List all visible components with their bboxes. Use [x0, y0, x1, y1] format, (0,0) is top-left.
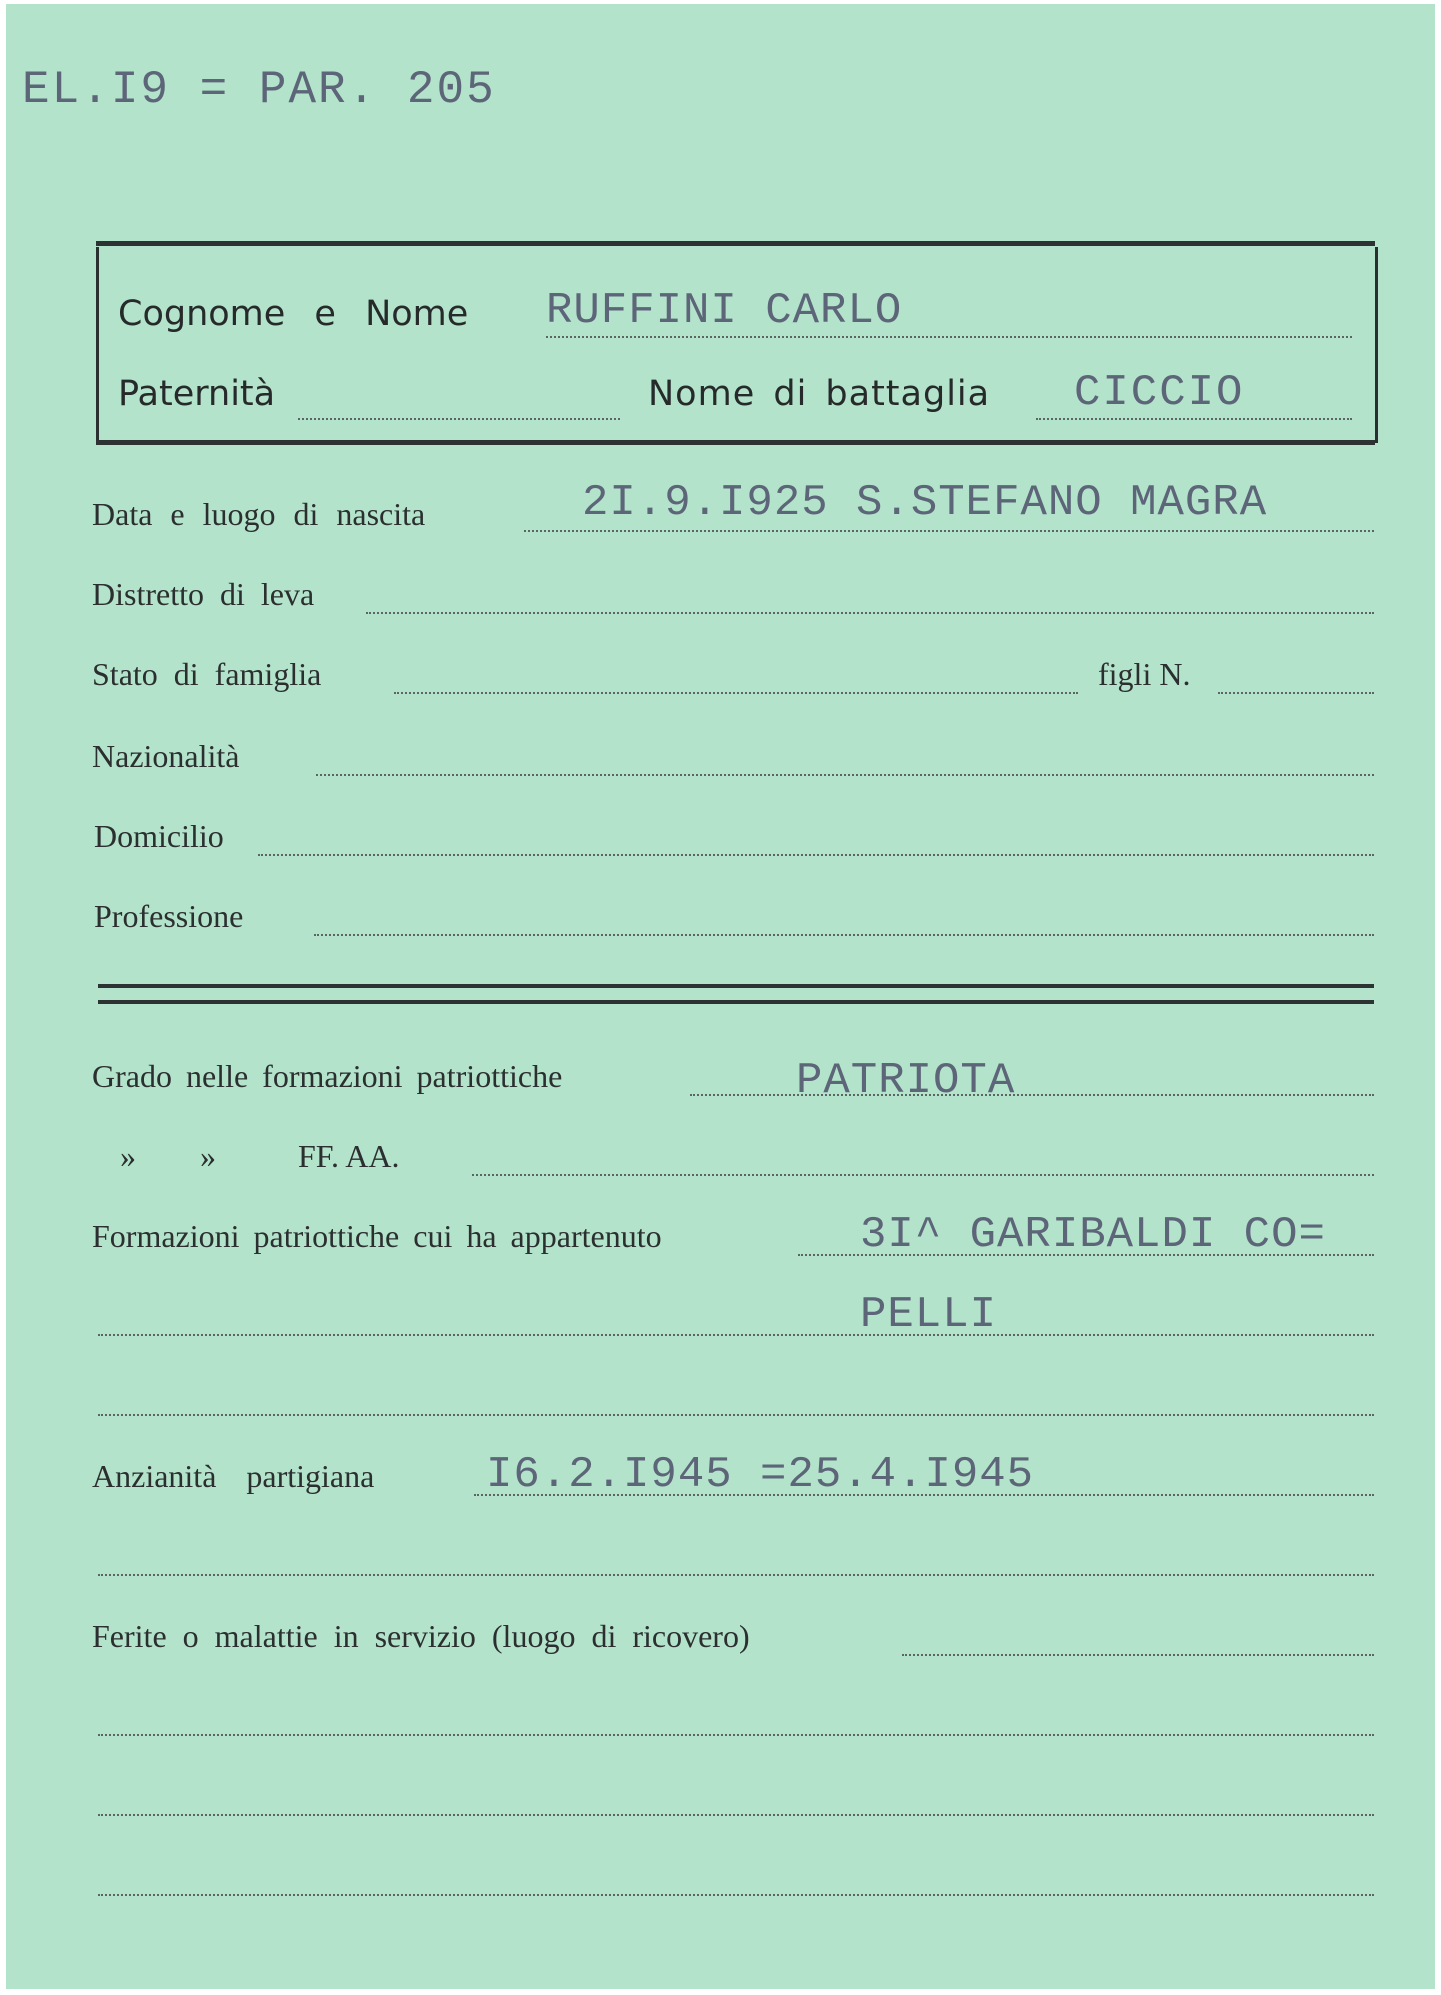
paternity-line [298, 418, 620, 420]
rank-line [690, 1094, 1374, 1096]
paternity-label: Paternità [118, 374, 276, 414]
district-label: Distretto di leva [92, 576, 315, 612]
wounds-line1 [902, 1654, 1374, 1656]
wounds-label: Ferite o malattie in servizio (luogo di ricovero) [92, 1618, 750, 1654]
battle-name-value: CICCIO [1074, 368, 1245, 418]
wounds-line4 [98, 1894, 1374, 1896]
seniority-line2 [98, 1574, 1374, 1576]
ffaa-label: FF. AA. [298, 1138, 400, 1174]
box-top-rule [96, 241, 1375, 246]
reference-number: EL.I9 = PAR. 205 [22, 64, 496, 116]
battle-name-label: Nome di battaglia [648, 374, 991, 414]
surname-name-label: Cognome e Nome [118, 294, 469, 334]
rank-label: Grado nelle formazioni patriottiche [92, 1058, 563, 1094]
district-line [366, 612, 1374, 614]
rank-value: PATRIOTA [796, 1056, 1016, 1106]
seniority-line [474, 1494, 1374, 1496]
formations-line2 [98, 1334, 1374, 1336]
domicile-line [258, 854, 1374, 856]
children-line [1218, 692, 1374, 694]
section-separator-bottom [98, 1000, 1374, 1004]
section-separator-top [98, 984, 1374, 988]
children-label: figli N. [1098, 656, 1191, 692]
seniority-label: Anzianità partigiana [92, 1458, 375, 1494]
formations-label: Formazioni patriottiche cui ha appartenuto [92, 1218, 662, 1254]
formations-line1 [798, 1254, 1374, 1256]
birth-value: 2I.9.I925 S.STEFANO MAGRA [582, 478, 1268, 528]
family-label: Stato di famiglia [92, 656, 322, 692]
formations-line3 [98, 1414, 1374, 1416]
surname-name-value: RUFFINI CARLO [546, 286, 903, 336]
wounds-line2 [98, 1734, 1374, 1736]
nationality-line [316, 774, 1374, 776]
birth-line [524, 530, 1374, 532]
wounds-line3 [98, 1814, 1374, 1816]
domicile-label: Domicilio [94, 818, 224, 854]
partisan-record-card [6, 4, 1435, 1989]
birth-label: Data e luogo di nascita [92, 496, 426, 532]
seniority-value: I6.2.I945 =25.4.I945 [486, 1450, 1035, 1500]
formations-value-line1: 3I^ GARIBALDI CO= [860, 1210, 1326, 1260]
surname-name-line [546, 336, 1352, 338]
ffaa-ditto-marks: » » [120, 1138, 216, 1174]
profession-label: Professione [94, 898, 244, 934]
family-line [394, 692, 1078, 694]
ffaa-line [472, 1174, 1374, 1176]
profession-line [314, 934, 1374, 936]
formations-value-line2: PELLI [860, 1290, 998, 1340]
box-bottom-rule [96, 440, 1375, 445]
battle-name-line [1036, 418, 1352, 420]
nationality-label: Nazionalità [92, 738, 240, 774]
